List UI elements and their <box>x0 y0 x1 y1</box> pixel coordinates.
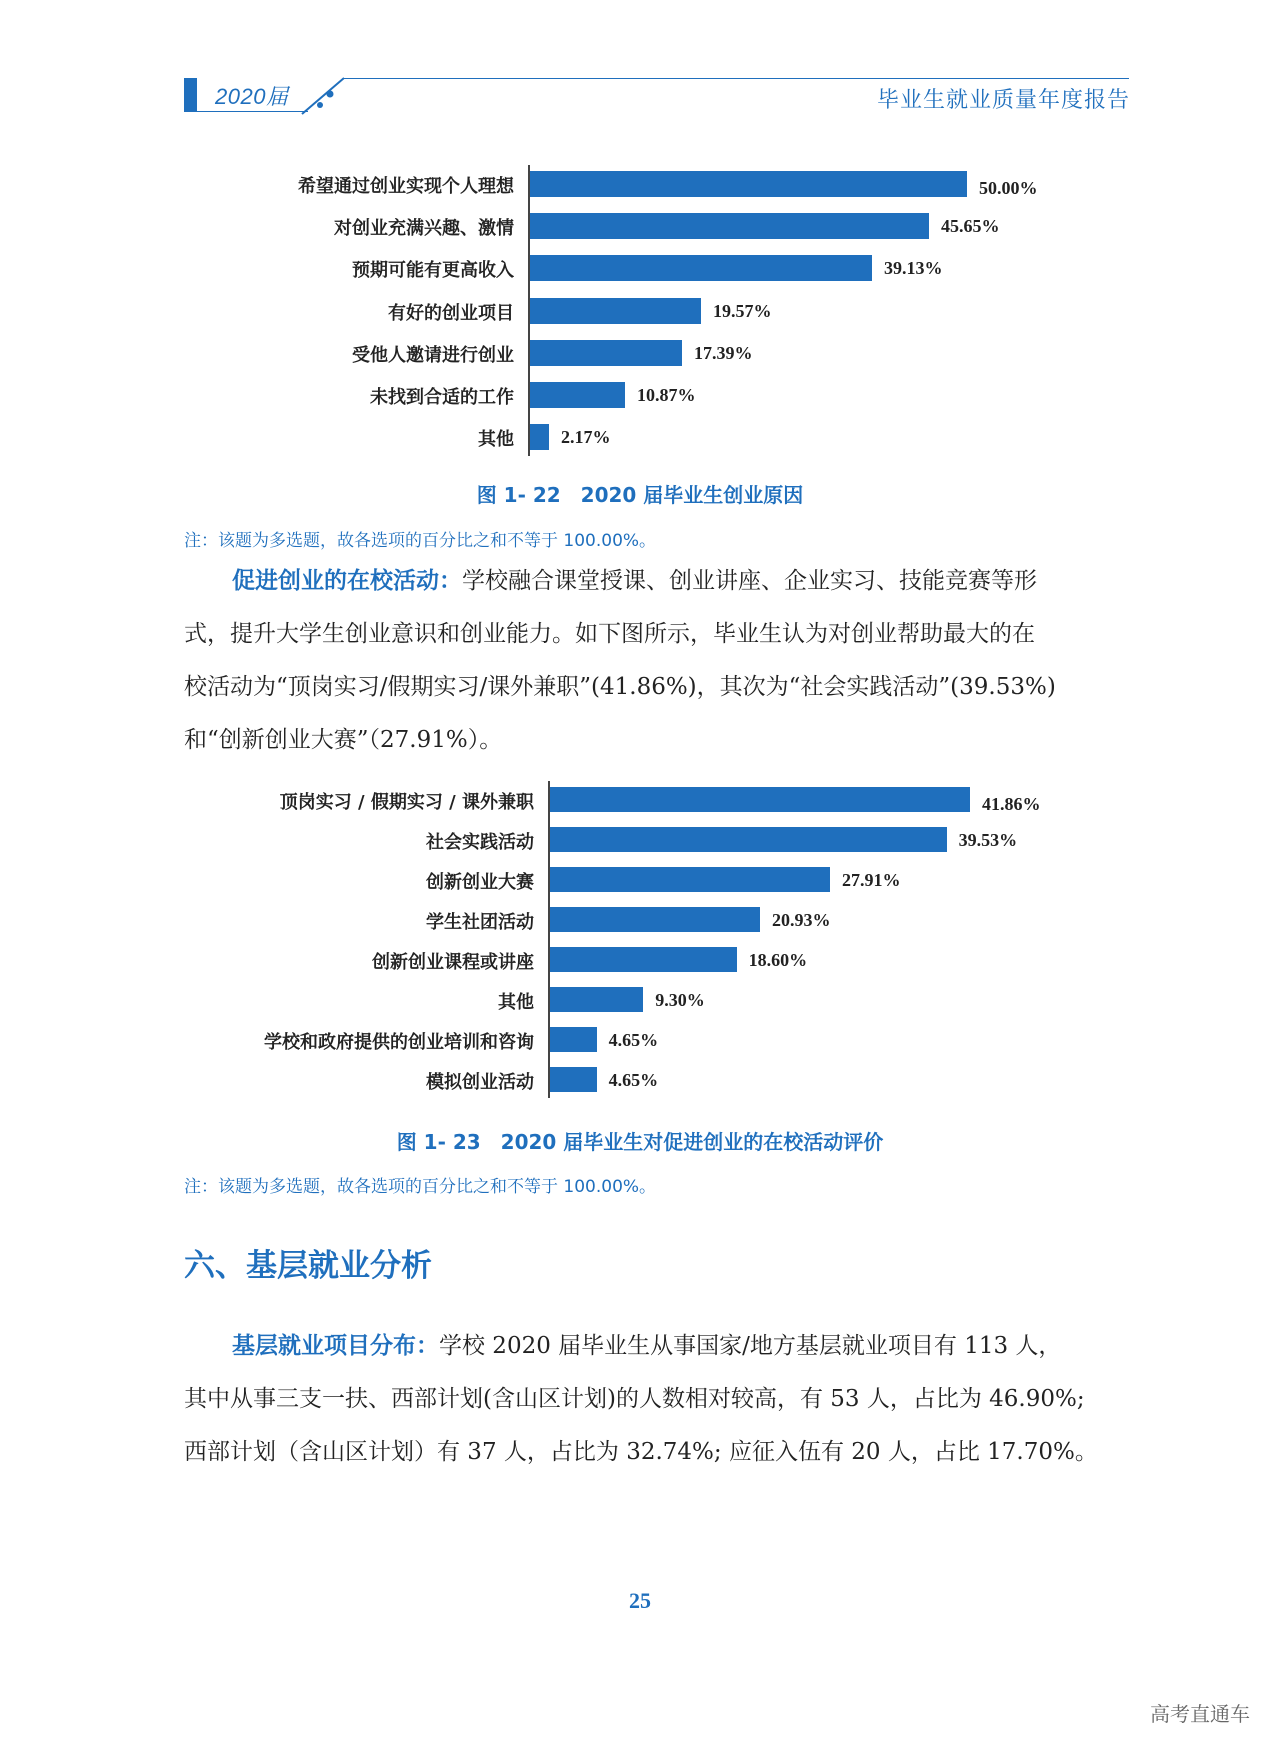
chart2-value-label: 27.91% <box>842 869 901 890</box>
chart1-value-label: 39.13% <box>883 258 943 279</box>
chart1-value-label: 2.17% <box>560 427 611 448</box>
chart1-value-label: 10.87% <box>637 385 696 405</box>
chart1-bar <box>530 298 701 324</box>
paragraph-text: 式，提升大学生创业意识和创业能力。如下图所示，毕业生认为对创业帮助最大的在 <box>184 621 1035 647</box>
chart2-category-label: 社会实践活动 <box>426 831 534 853</box>
chart2-value-label: 4.65% <box>608 1069 659 1090</box>
paragraph-text: 校活动为“顶岗实习/假期实习/课外兼职”(41.86%)，其次为“社会实践活动”(39.53%) <box>184 674 1056 700</box>
paragraph-campus-activities <box>184 555 1144 767</box>
header-year-label: 2020届 <box>215 84 289 109</box>
paragraph-text: 学校融合课堂授课、创业讲座、企业实习、技能竞赛等形 <box>462 568 1037 594</box>
paragraph-lead: 基层就业项目分布： <box>232 1333 439 1359</box>
section-title: 六、基层就业分析 <box>184 1248 432 1284</box>
chart2-value-label: 18.60% <box>748 949 808 970</box>
chart1-value-label: 19.57% <box>713 300 772 321</box>
paragraph-lead: 促进创业的在校活动： <box>232 568 462 594</box>
chart1-caption: 图 1- 22 2020 届毕业生创业原因 <box>476 483 804 507</box>
paragraph-grassroots-employment <box>184 1320 1144 1479</box>
chart2-bar <box>550 1067 597 1092</box>
chart2-value-label: 20.93% <box>772 909 831 930</box>
chart2-bar <box>550 907 760 932</box>
chart1-category-label: 预期可能有更高收入 <box>352 260 514 282</box>
chart1-category-label: 其他 <box>478 429 514 451</box>
header-accent-bar <box>184 78 197 112</box>
chart-entrepreneurship-reasons <box>0 160 1280 460</box>
chart1-value-label: 50.00% <box>979 178 1038 198</box>
chart1-bar <box>530 213 929 239</box>
chart2-bar <box>550 947 737 972</box>
chart2-value-label: 9.30% <box>655 989 705 1010</box>
header-decoration-icon <box>300 74 350 116</box>
chart2-category-label: 创新创业课程或讲座 <box>372 951 534 973</box>
chart2-category-label: 其他 <box>498 991 534 1013</box>
chart2-bar <box>550 987 643 1012</box>
chart1-bar <box>530 340 682 366</box>
chart1-note: 注：该题为多选题，故各选项的百分比之和不等于 100.00%。 <box>184 531 657 551</box>
chart1-bar <box>530 424 549 450</box>
header-rule-bottom <box>184 111 308 112</box>
chart2-category-label: 学生社团活动 <box>426 911 534 933</box>
chart2-caption: 图 1- 23 2020 届毕业生对促进创业的在校活动评价 <box>396 1130 884 1154</box>
chart1-bar <box>530 255 872 281</box>
header-rule-top <box>343 78 1129 79</box>
chart1-category-label: 对创业充满兴趣、激情 <box>334 218 514 240</box>
chart2-category-label: 顶岗实习 / 假期实习 / 课外兼职 <box>279 791 534 813</box>
watermark: 高考直通车 <box>1150 1702 1250 1726</box>
header-report-title: 毕业生就业质量年度报告 <box>876 87 1130 112</box>
chart2-bar <box>550 827 947 852</box>
paragraph-text: 其中从事三支一扶、西部计划(含山区计划)的人数相对较高，有 53 人，占比为 46.90%; <box>184 1386 1085 1412</box>
chart1-category-label: 希望通过创业实现个人理想 <box>298 176 514 197</box>
chart2-value-label: 4.65% <box>608 1029 659 1050</box>
chart1-bar <box>530 171 967 197</box>
chart1-value-label: 17.39% <box>693 342 753 363</box>
chart2-category-label: 创新创业大赛 <box>426 871 534 893</box>
chart-campus-activity-evaluation <box>0 780 1280 1100</box>
chart2-bar <box>550 1027 597 1052</box>
chart1-category-label: 未找到合适的工作 <box>370 387 514 408</box>
paragraph-text: 西部计划（含山区计划）有 37 人，占比为 32.74%; 应征入伍有 20 人，占比 17.70%。 <box>184 1439 1098 1465</box>
chart2-value-label: 39.53% <box>958 829 1018 850</box>
chart2-value-label: 41.86% <box>982 793 1041 814</box>
chart1-category-label: 受他人邀请进行创业 <box>352 344 514 366</box>
chart2-category-label: 模拟创业活动 <box>426 1071 534 1093</box>
chart1-category-label: 有好的创业项目 <box>388 302 514 324</box>
chart2-bar <box>550 867 830 892</box>
paragraph-text: 和“创新创业大赛”（27.91%）。 <box>184 727 503 753</box>
page-number: 25 <box>629 1588 651 1613</box>
chart1-bar <box>530 382 625 408</box>
chart2-note: 注：该题为多选题，故各选项的百分比之和不等于 100.00%。 <box>184 1177 657 1197</box>
paragraph-text: 学校 2020 届毕业生从事国家/地方基层就业项目有 113 人， <box>439 1333 1062 1359</box>
chart2-category-label: 学校和政府提供的创业培训和咨询 <box>264 1031 534 1053</box>
chart2-bar <box>550 787 970 812</box>
chart1-value-label: 45.65% <box>940 216 1000 237</box>
